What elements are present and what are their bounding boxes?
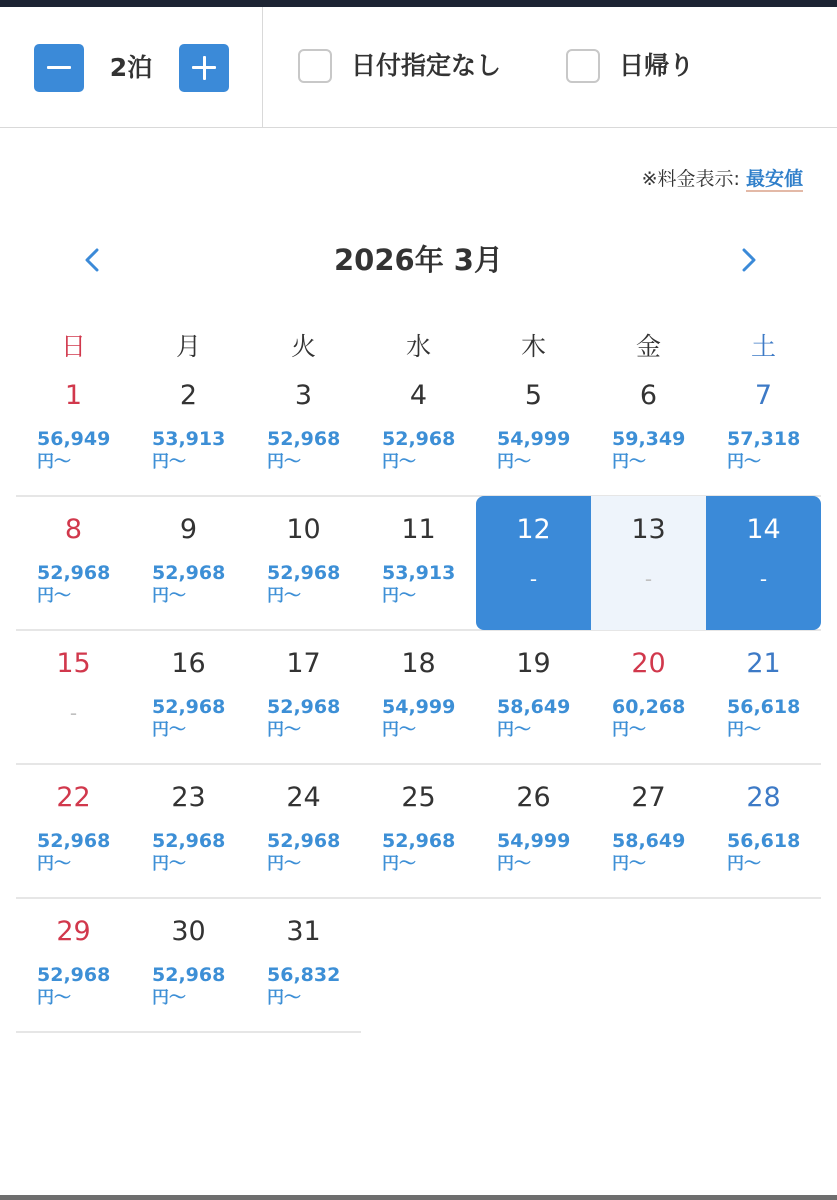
day-price: 57,318 (727, 428, 801, 450)
weekday-fri: 金 (635, 332, 661, 361)
weekday-mon: 月 (175, 332, 201, 361)
month-navigation (0, 235, 837, 285)
day-number: 22 (56, 782, 91, 813)
weekday-sat: 土 (750, 332, 776, 361)
day-number: 3 (294, 380, 313, 411)
day-number: 9 (179, 514, 198, 545)
day-price: 54,999 (497, 428, 571, 450)
price-unit: 円〜 (497, 854, 531, 874)
day-number: 12 (516, 514, 551, 545)
minus-icon (47, 66, 71, 69)
day-price: 52,968 (267, 696, 341, 718)
calendar-day[interactable] (16, 764, 131, 898)
day-price: 52,968 (37, 830, 111, 852)
price-unit: 円〜 (152, 988, 186, 1008)
price-unit: 円〜 (727, 452, 761, 472)
day-price: 60,268 (612, 696, 686, 718)
weekday-thu: 木 (520, 332, 546, 361)
day-number: 21 (746, 648, 781, 679)
weekday-wed: 水 (405, 332, 431, 361)
calendar-day[interactable] (361, 764, 476, 898)
day-price: 52,968 (267, 428, 341, 450)
calendar-day[interactable] (131, 764, 246, 898)
day-price: 52,968 (37, 964, 111, 986)
day-price: 56,618 (727, 830, 801, 852)
calendar-day[interactable] (476, 630, 591, 764)
day-number: 5 (524, 380, 543, 411)
price-unit: 円〜 (727, 854, 761, 874)
calendar-day[interactable] (16, 496, 131, 630)
price-unit: 円〜 (497, 720, 531, 740)
top-status-strip (0, 0, 837, 7)
calendar-day[interactable] (476, 496, 591, 630)
calendar-day[interactable] (16, 362, 131, 496)
no-date-label: 日付指定なし (351, 51, 502, 80)
day-price: 59,349 (612, 428, 686, 450)
day-number: 15 (56, 648, 91, 679)
day-price: 54,999 (497, 830, 571, 852)
price-unit: 円〜 (37, 854, 71, 874)
calendar-day[interactable] (246, 764, 361, 898)
calendar-day[interactable] (131, 630, 246, 764)
day-trip-checkbox[interactable] (566, 49, 694, 83)
day-price: 52,968 (152, 562, 226, 584)
price-mode-label: ※料金表示: (641, 168, 740, 190)
price-unit: 円〜 (152, 586, 186, 606)
calendar-day[interactable] (16, 630, 131, 764)
stay-options-header (0, 7, 837, 128)
price-unit: 円〜 (152, 854, 186, 874)
calendar-day[interactable] (706, 630, 821, 764)
day-price: 58,649 (612, 830, 686, 852)
calendar-day[interactable] (591, 362, 706, 496)
checkbox-box[interactable] (298, 49, 332, 83)
price-unit: 円〜 (267, 720, 301, 740)
chevron-right-icon[interactable] (733, 245, 763, 275)
day-number: 23 (171, 782, 206, 813)
day-number: 7 (754, 380, 773, 411)
calendar-day[interactable] (476, 764, 591, 898)
price-unit: 円〜 (37, 586, 71, 606)
no-price-indicator: - (759, 567, 768, 591)
price-unit: 円〜 (267, 988, 301, 1008)
day-number: 13 (631, 514, 666, 545)
day-number: 24 (286, 782, 321, 813)
price-unit: 円〜 (382, 586, 416, 606)
price-unit: 円〜 (727, 720, 761, 740)
day-number: 8 (64, 514, 83, 545)
day-price: 52,968 (152, 830, 226, 852)
day-number: 29 (56, 916, 91, 947)
day-number: 25 (401, 782, 436, 813)
calendar-day[interactable] (131, 362, 246, 496)
day-number: 20 (631, 648, 666, 679)
month-title: 2026年 3月 (334, 243, 503, 277)
day-number: 16 (171, 648, 206, 679)
price-unit: 円〜 (497, 452, 531, 472)
day-number: 31 (286, 916, 321, 947)
day-price: 54,999 (382, 696, 456, 718)
day-price: 52,968 (152, 964, 226, 986)
day-price: 52,968 (37, 562, 111, 584)
price-unit: 円〜 (612, 452, 646, 472)
day-number: 28 (746, 782, 781, 813)
price-unit: 円〜 (267, 586, 301, 606)
price-unit: 円〜 (382, 854, 416, 874)
chevron-left-icon[interactable] (78, 245, 108, 275)
no-price-indicator: - (644, 567, 653, 591)
day-number: 10 (286, 514, 321, 545)
price-unit: 円〜 (37, 452, 71, 472)
calendar-day[interactable] (476, 362, 591, 496)
price-unit: 円〜 (382, 452, 416, 472)
price-unit: 円〜 (267, 854, 301, 874)
nights-count: 2泊 (109, 53, 153, 82)
day-number: 4 (409, 380, 428, 411)
price-unit: 円〜 (152, 720, 186, 740)
day-price: 52,968 (267, 830, 341, 852)
calendar-day[interactable] (591, 764, 706, 898)
day-trip-label: 日帰り (619, 51, 695, 80)
day-price: 56,949 (37, 428, 111, 450)
increase-nights-button[interactable] (179, 44, 229, 92)
day-price: 53,913 (382, 562, 456, 584)
day-number: 26 (516, 782, 551, 813)
price-unit: 円〜 (612, 854, 646, 874)
day-number: 27 (631, 782, 666, 813)
price-unit: 円〜 (382, 720, 416, 740)
day-number: 30 (171, 916, 206, 947)
day-price: 56,618 (727, 696, 801, 718)
price-mode-link[interactable]: 最安値 (745, 168, 803, 190)
day-number: 2 (179, 380, 198, 411)
price-unit: 円〜 (612, 720, 646, 740)
calendar-day[interactable] (246, 898, 361, 1032)
calendar-day[interactable] (361, 496, 476, 630)
no-date-checkbox[interactable] (298, 49, 501, 83)
day-number: 14 (746, 514, 781, 545)
day-number: 17 (286, 648, 321, 679)
no-price-indicator: - (69, 701, 78, 725)
date-picker-sheet (0, 7, 837, 1200)
calendar-day[interactable] (591, 496, 706, 630)
day-price: 56,832 (267, 964, 341, 986)
day-price: 52,968 (267, 562, 341, 584)
price-unit: 円〜 (37, 988, 71, 1008)
no-price-indicator: - (529, 567, 538, 591)
price-display-mode (642, 165, 803, 193)
calendar-day[interactable] (131, 496, 246, 630)
day-price: 58,649 (497, 696, 571, 718)
calendar-day[interactable] (131, 898, 246, 1032)
day-number: 18 (401, 648, 436, 679)
calendar-day[interactable] (706, 496, 821, 630)
bottom-strip (0, 1195, 837, 1200)
calendar-day[interactable] (361, 630, 476, 764)
calendar-day[interactable] (706, 362, 821, 496)
weekday-sun: 日 (60, 332, 86, 361)
calendar-day[interactable] (16, 898, 131, 1032)
calendar-day[interactable] (361, 362, 476, 496)
day-number: 6 (639, 380, 658, 411)
day-price: 52,968 (382, 428, 456, 450)
calendar-day[interactable] (246, 630, 361, 764)
day-price: 53,913 (152, 428, 226, 450)
day-price: 52,968 (382, 830, 456, 852)
decrease-nights-button[interactable] (34, 44, 84, 92)
day-price: 52,968 (152, 696, 226, 718)
weekday-tue: 火 (290, 332, 316, 361)
header-divider (262, 7, 263, 127)
price-unit: 円〜 (267, 452, 301, 472)
calendar-day[interactable] (246, 362, 361, 496)
calendar-day[interactable] (591, 630, 706, 764)
day-number: 11 (401, 514, 436, 545)
day-number: 1 (64, 380, 83, 411)
day-number: 19 (516, 648, 551, 679)
checkbox-box[interactable] (566, 49, 600, 83)
calendar-day[interactable] (246, 496, 361, 630)
calendar-day[interactable] (706, 764, 821, 898)
price-unit: 円〜 (152, 452, 186, 472)
